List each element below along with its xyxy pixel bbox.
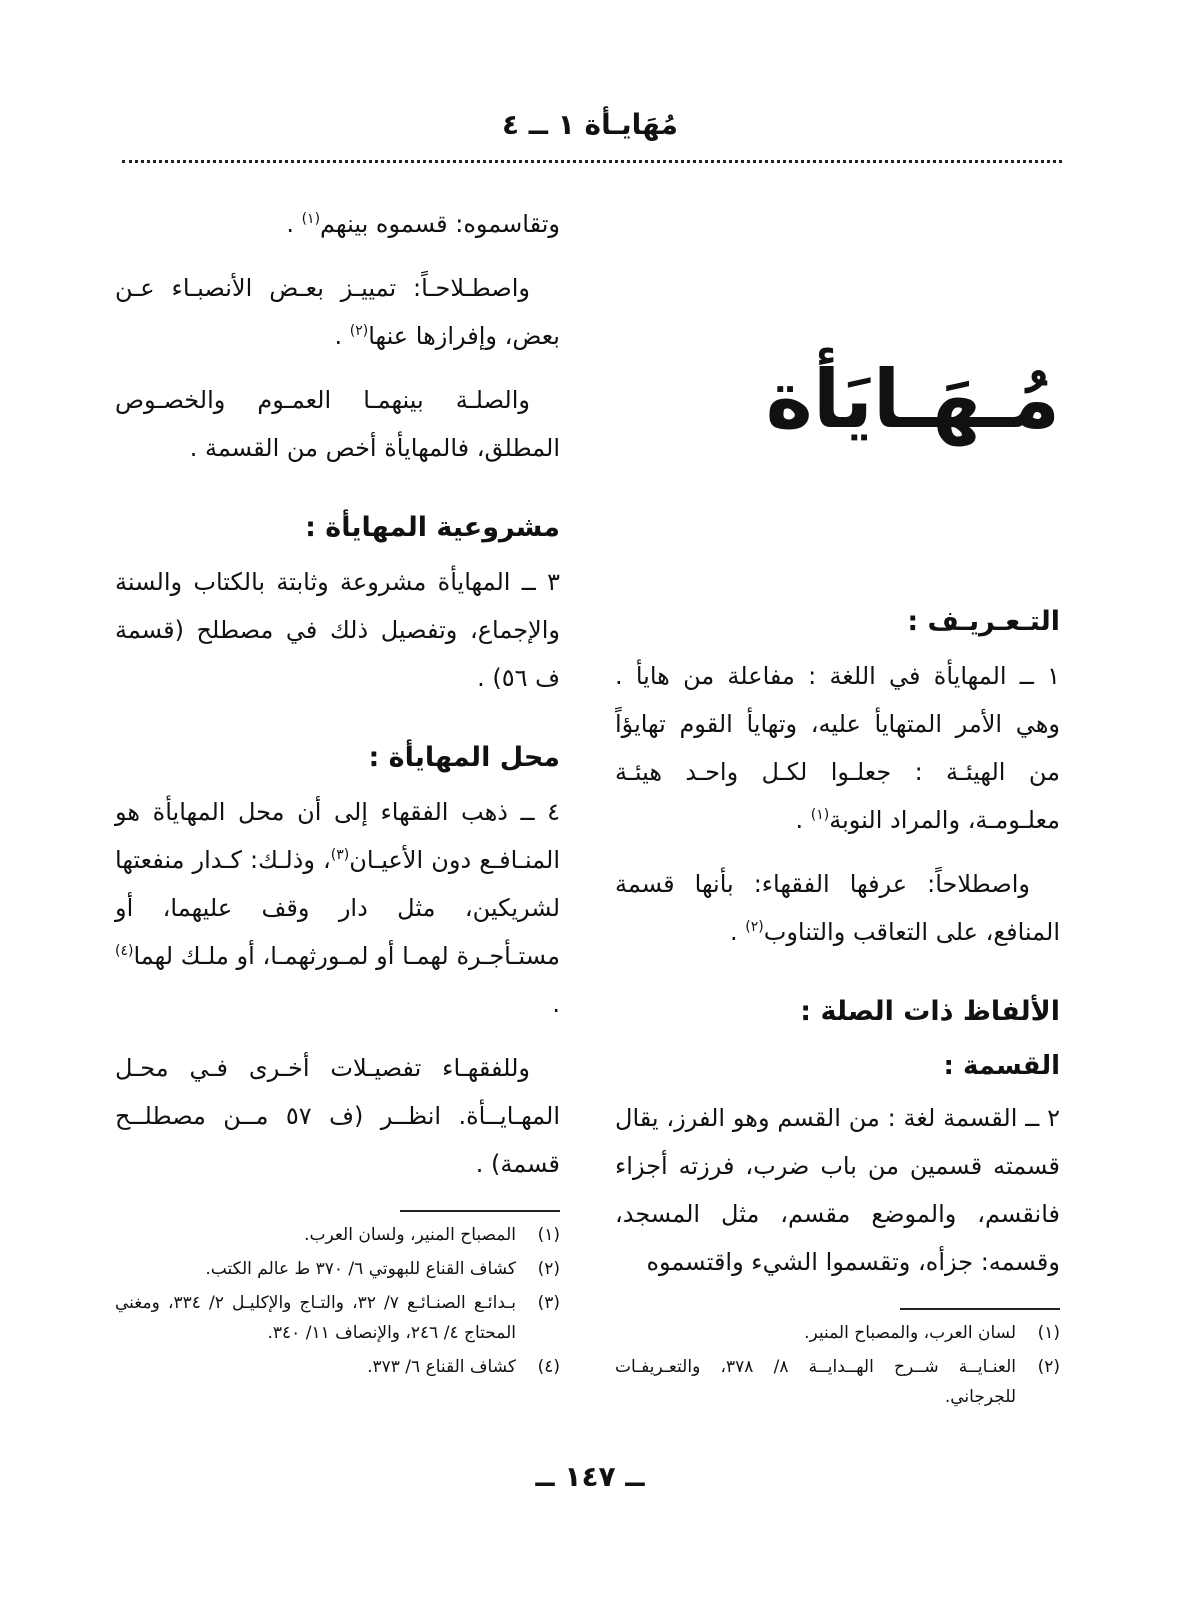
footnote-text: كشاف القناع ٦/ ٣٧٣. [367,1357,516,1377]
footnote-ref: (٢) [349,323,369,339]
paragraph-a-text: وتقاسموه: قسموه بينهم [320,210,560,238]
footnote-divider [900,1308,1060,1310]
footnote-text: بـدائـع الصنـائـع ٧/ ٣٢، والتـاج والإكليـل ٢/ ٣٣٤، ومغني المحتاج ٤/ ٢٤٦، والإنصاف ١١/ ٣٤٠. [115,1293,516,1343]
place-heading: محل المهايأة : [368,742,560,773]
article-title: مُـهَـايَأة [765,353,1060,446]
footnote-number: (١) [1037,1323,1060,1343]
footnote [615,1352,1060,1412]
paragraph-e-mid: ، وذلـك: كـدار منفعتها لشريكين، مثل دار وقف عليهما، أو مستـأجـرة لهمـا أو لمـورثهمـا، أو ملـك لهما [115,846,560,970]
paragraph-a-end: . [286,210,302,238]
paragraph-e [115,788,560,1028]
footnote-ref: (٤) [115,943,134,959]
paragraph-1-end: . [795,806,811,834]
legitimacy-heading: مشروعية المهايأة : [305,512,560,543]
page-number: ــ ١٤٧ ــ [535,1460,645,1493]
footnote [115,1288,560,1348]
running-title: مُهَايـأة ١ ــ ٤ [501,108,679,141]
paragraph-e-end: . [552,990,560,1018]
paragraph-d: ٣ ــ المهايأة مشروعة وثابتة بالكتاب والسنة والإجماع، وتفصيل ذلك في مصطلح (قسمة ف ٥٦) . [115,568,560,692]
footnote-ref: (١) [301,211,321,227]
paragraph-1 [615,652,1060,844]
paragraph-e-text: ٤ ــ ذهب الفقهاء إلى أن محل المهايأة هو المنـافـع دون الأعيـان [115,798,561,874]
footnote-text: العنـايــة شــرح الهــدايــة ٨/ ٣٧٨، والتعـريفـات للجرجاني. [615,1357,1016,1407]
paragraph-c: والصلـة بينهمـا العمـوم والخصـوص المطلق، فالمهايأة أخص من القسمة . [115,386,560,462]
left-footnotes [115,1220,560,1382]
footnote-text: لسان العرب، والمصباح المنير. [804,1323,1016,1343]
paragraph-2 [615,860,1060,956]
footnote [115,1220,560,1250]
paragraph-b [115,264,560,360]
header-dotted-rule [122,160,1062,163]
definition-heading: التـعـريـف : [907,606,1060,637]
paragraph-2-text: واصطلاحاً: عرفها الفقهاء: بأنها قسمة المنافع، على التعاقب والتناوب [615,870,1060,946]
footnote-ref: (٢) [745,919,764,935]
right-column [615,200,1060,1416]
footnote [615,1318,1060,1348]
qisma-heading: القسمة : [943,1051,1060,1081]
footnote-number: (٤) [537,1357,560,1377]
paragraph-b-text: واصطـلاحـاً: تمييـز بعـض الأنصبـاء عـن بعض، وإفرازها عنها [115,274,560,350]
footnote-text: المصباح المنير، ولسان العرب. [304,1225,516,1245]
right-footnotes [615,1318,1060,1412]
footnote-text: كشاف القناع للبهوتي ٦/ ٣٧٠ ط عالم الكتب. [205,1259,516,1279]
footnote-number: (١) [537,1225,560,1245]
footnote-ref: (١) [810,807,830,823]
paragraph-1-text: ١ ــ المهايأة في اللغة : مفاعلة من هايأ . وهي الأمر المتهايأ عليه، وتهايأ القوم تهايؤاً من الهيئـة : جعلـوا لكـل واحـد هيئـة معلـومـة، والمراد النوبة [615,662,1060,834]
paragraph-f: وللفقهـاء تفصيـلات أخـرى فـي محـل المهـايــأة. انظــر (ف ٥٧ مــن مصطلــح قسمة) . [115,1054,560,1178]
footnote [115,1254,560,1284]
paragraph-2-end: . [730,918,746,946]
footnote-number: (٣) [537,1293,560,1313]
left-column [115,200,560,1386]
paragraph-b-end: . [334,322,350,350]
footnote [115,1352,560,1382]
footnote-ref: (٣) [330,847,350,863]
paragraph-a [115,200,560,248]
footnote-number: (٢) [1037,1357,1060,1377]
paragraph-3: ٢ ــ القسمة لغة : من القسم وهو الفرز، يقال قسمته قسمين من باب ضرب، فرزته أجزاء فانقسم، والموضع مقسم، مثل المسجد، وقسمه: جزأه، وتقسموا الشيء واقتسموه [615,1104,1060,1276]
footnote-divider [400,1210,560,1212]
footnote-number: (٢) [537,1259,560,1279]
related-terms-heading: الألفاظ ذات الصلة : [800,996,1060,1027]
